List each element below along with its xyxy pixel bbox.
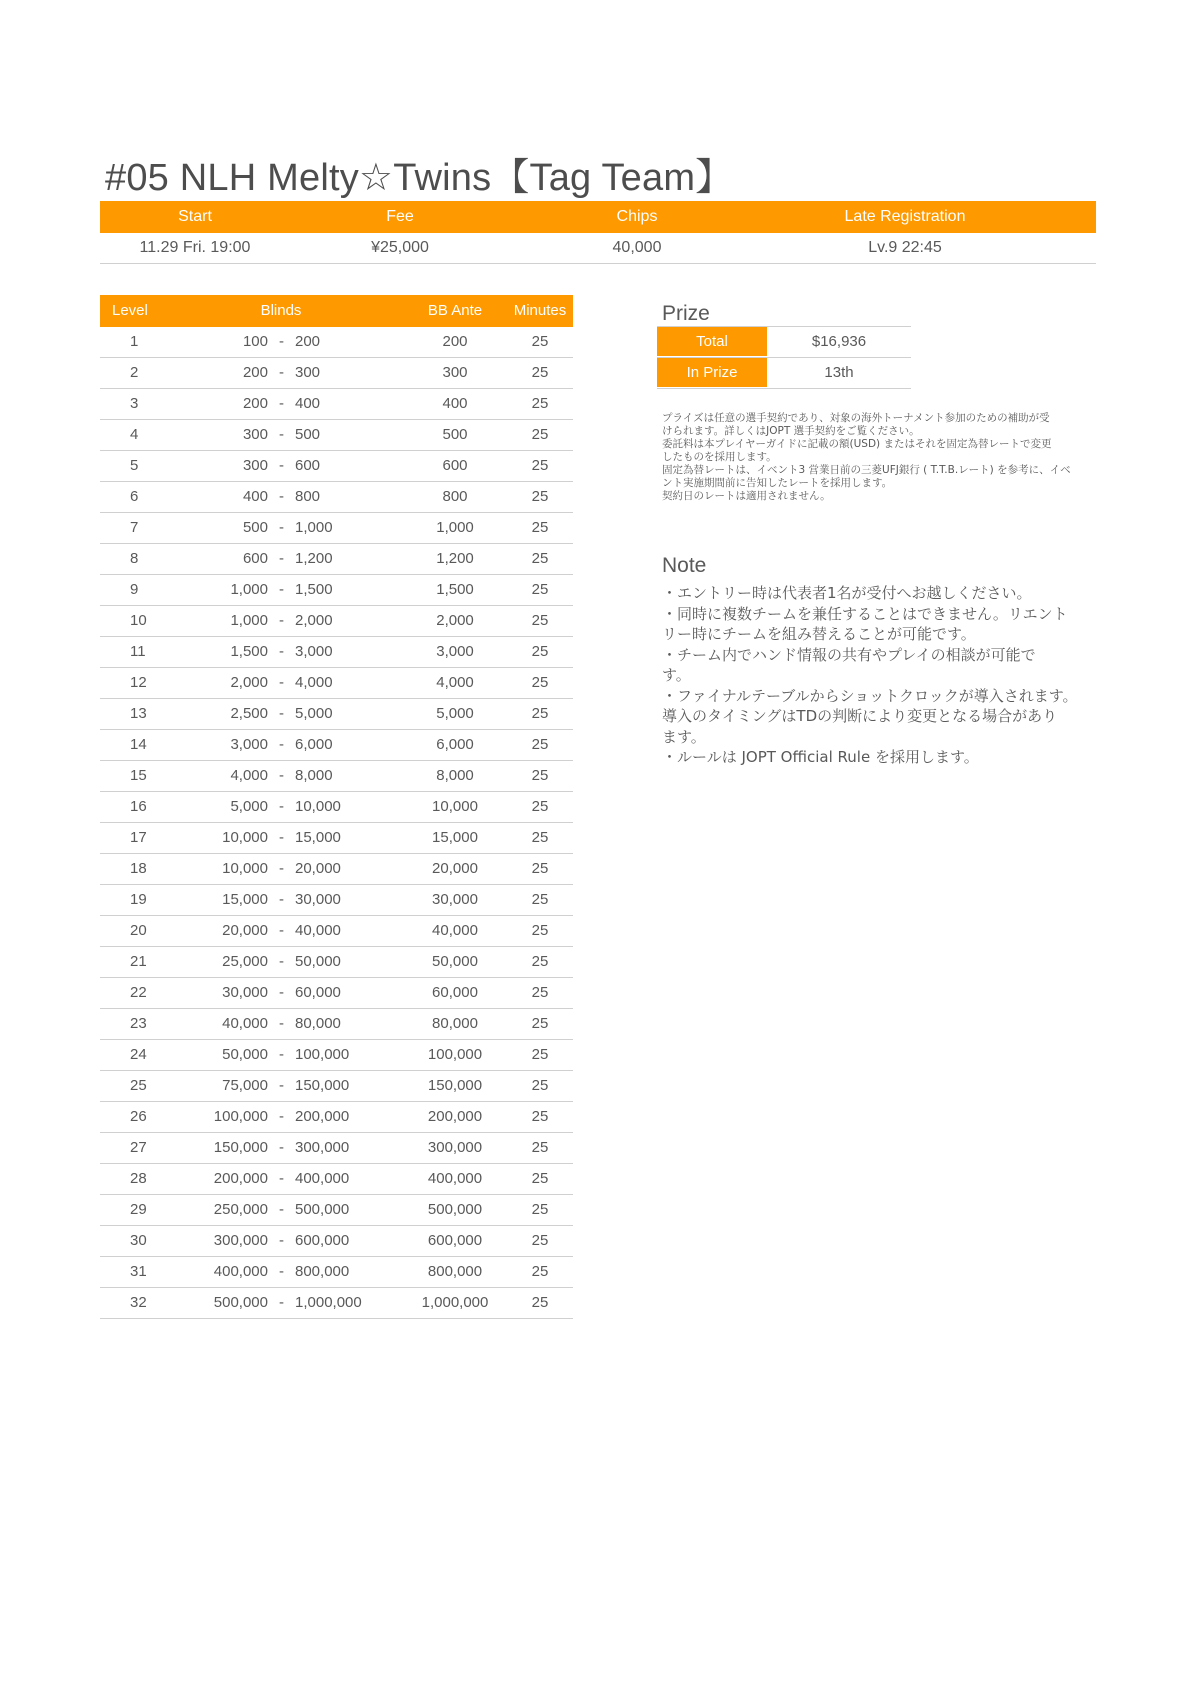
minutes-cell: 25 [531, 612, 549, 629]
header-level: Level [112, 302, 148, 319]
small-blind-cell: 20,000 [222, 922, 268, 939]
minutes-cell: 25 [531, 395, 549, 412]
prize-value-total: $16,936 [811, 333, 867, 350]
big-blind-cell: 60,000 [295, 984, 341, 1001]
big-blind-cell: 4,000 [295, 674, 333, 691]
blind-separator: - [279, 1108, 284, 1125]
table-row: 5 300 - 600 600 25 [100, 451, 573, 482]
blind-separator: - [279, 581, 284, 598]
blind-separator: - [279, 798, 284, 815]
table-row: 29 250,000 - 500,000 500,000 25 [100, 1195, 573, 1226]
blind-separator: - [279, 1139, 284, 1156]
small-blind-cell: 200 [242, 364, 268, 381]
table-row: 10 1,000 - 2,000 2,000 25 [100, 606, 573, 637]
table-row: 12 2,000 - 4,000 4,000 25 [100, 668, 573, 699]
prize-row-total [657, 327, 911, 358]
bb-ante-cell: 400 [442, 395, 468, 412]
note-body [662, 583, 1092, 768]
small-blind-cell: 400 [242, 488, 268, 505]
minutes-cell: 25 [531, 829, 549, 846]
big-blind-cell: 300 [295, 364, 321, 381]
note-line: ・エントリー時は代表者1名が受付へお越しください。 [662, 584, 1032, 602]
minutes-cell: 25 [531, 1170, 549, 1187]
prize-note-line: 契約日のレートは適用されません。 [662, 490, 831, 502]
minutes-cell: 25 [531, 1046, 549, 1063]
value-start: 11.29 Fri. 19:00 [139, 239, 251, 256]
minutes-cell: 25 [531, 736, 549, 753]
minutes-cell: 25 [531, 1263, 549, 1280]
bb-ante-cell: 10,000 [432, 798, 478, 815]
big-blind-cell: 6,000 [295, 736, 333, 753]
big-blind-cell: 500,000 [295, 1201, 350, 1218]
minutes-cell: 25 [531, 1077, 549, 1094]
minutes-cell: 25 [531, 674, 549, 691]
blind-separator: - [279, 736, 284, 753]
bb-ante-cell: 1,200 [436, 550, 474, 567]
minutes-cell: 25 [531, 333, 549, 350]
table-row: 2 200 - 300 300 25 [100, 358, 573, 389]
header-blinds: Blinds [260, 302, 302, 319]
small-blind-cell: 600 [242, 550, 268, 567]
bb-ante-cell: 100,000 [427, 1046, 483, 1063]
big-blind-cell: 800 [295, 488, 321, 505]
prize-label-total: Total [657, 327, 767, 357]
small-blind-cell: 4,000 [230, 767, 268, 784]
minutes-cell: 25 [531, 705, 549, 722]
bb-ante-cell: 500,000 [427, 1201, 483, 1218]
table-row: 20 20,000 - 40,000 40,000 25 [100, 916, 573, 947]
minutes-cell: 25 [531, 519, 549, 536]
big-blind-cell: 1,000 [295, 519, 333, 536]
minutes-cell: 25 [531, 984, 549, 1001]
bb-ante-cell: 800,000 [427, 1263, 483, 1280]
table-row: 25 75,000 - 150,000 150,000 25 [100, 1071, 573, 1102]
big-blind-cell: 50,000 [295, 953, 341, 970]
blind-separator: - [279, 426, 284, 443]
blind-separator: - [279, 1232, 284, 1249]
blind-separator: - [279, 984, 284, 1001]
big-blind-cell: 800,000 [295, 1263, 350, 1280]
minutes-cell: 25 [531, 488, 549, 505]
page-title: #05 NLH Melty☆Twins【Tag Team】 [105, 157, 734, 199]
bb-ante-cell: 5,000 [436, 705, 474, 722]
bb-ante-cell: 200 [442, 333, 468, 350]
minutes-cell: 25 [531, 953, 549, 970]
minutes-cell: 25 [531, 891, 549, 908]
table-row: 11 1,500 - 3,000 3,000 25 [100, 637, 573, 668]
big-blind-cell: 200 [295, 333, 321, 350]
blind-separator: - [279, 705, 284, 722]
big-blind-cell: 600 [295, 457, 321, 474]
big-blind-cell: 400,000 [295, 1170, 350, 1187]
minutes-cell: 25 [531, 1015, 549, 1032]
blind-separator: - [279, 364, 284, 381]
table-row: 7 500 - 1,000 1,000 25 [100, 513, 573, 544]
minutes-cell: 25 [531, 922, 549, 939]
bb-ante-cell: 80,000 [432, 1015, 478, 1032]
table-row: 8 600 - 1,200 1,200 25 [100, 544, 573, 575]
header-late-registration: Late Registration [844, 208, 966, 225]
minutes-cell: 25 [531, 457, 549, 474]
table-row: 1 100 - 200 200 25 [100, 327, 573, 358]
table-row: 27 150,000 - 300,000 300,000 25 [100, 1133, 573, 1164]
big-blind-cell: 150,000 [295, 1077, 350, 1094]
bb-ante-cell: 200,000 [427, 1108, 483, 1125]
table-row: 15 4,000 - 8,000 8,000 25 [100, 761, 573, 792]
minutes-cell: 25 [531, 767, 549, 784]
small-blind-cell: 200 [242, 395, 268, 412]
bb-ante-cell: 600 [442, 457, 468, 474]
blind-separator: - [279, 1015, 284, 1032]
small-blind-cell: 75,000 [222, 1077, 268, 1094]
bb-ante-cell: 15,000 [432, 829, 478, 846]
note-line: ・チーム内でハンド情報の共有やプレイの相談が可能で [662, 645, 1036, 664]
table-row: 24 50,000 - 100,000 100,000 25 [100, 1040, 573, 1071]
small-blind-cell: 2,500 [230, 705, 268, 722]
bb-ante-cell: 3,000 [436, 643, 474, 660]
table-row: 28 200,000 - 400,000 400,000 25 [100, 1164, 573, 1195]
small-blind-cell: 1,000 [230, 581, 268, 598]
small-blind-cell: 25,000 [222, 953, 268, 970]
prize-table [657, 327, 911, 389]
bb-ante-cell: 40,000 [432, 922, 478, 939]
big-blind-cell: 2,000 [295, 612, 333, 629]
note-line: 導入のタイミングはTDの判断により変更となる場合があり [662, 707, 1058, 725]
table-row: 9 1,000 - 1,500 1,500 25 [100, 575, 573, 606]
bb-ante-cell: 8,000 [436, 767, 474, 784]
blind-separator: - [279, 891, 284, 908]
big-blind-cell: 100,000 [295, 1046, 350, 1063]
small-blind-cell: 100,000 [213, 1108, 268, 1125]
big-blind-cell: 400 [295, 395, 321, 412]
summary-value-row [100, 233, 1096, 264]
blind-separator: - [279, 829, 284, 846]
bb-ante-cell: 500 [442, 426, 468, 443]
blind-separator: - [279, 1170, 284, 1187]
big-blind-cell: 40,000 [295, 922, 341, 939]
table-row: 19 15,000 - 30,000 30,000 25 [100, 885, 573, 916]
small-blind-cell: 50,000 [222, 1046, 268, 1063]
blind-separator: - [279, 550, 284, 567]
blind-separator: - [279, 767, 284, 784]
minutes-cell: 25 [531, 860, 549, 877]
small-blind-cell: 200,000 [213, 1170, 268, 1187]
note-line: ます。 [662, 727, 706, 746]
big-blind-cell: 8,000 [295, 767, 333, 784]
prize-note-line: 固定為替レートは、イベント3 営業日前の三菱UFJ銀行 ( T.T.B.レート) を参考に、イベ [662, 464, 1071, 476]
minutes-cell: 25 [531, 643, 549, 660]
minutes-cell: 25 [531, 1232, 549, 1249]
big-blind-cell: 20,000 [295, 860, 341, 877]
blind-separator: - [279, 1263, 284, 1280]
blind-separator: - [279, 519, 284, 536]
bb-ante-cell: 1,500 [436, 581, 474, 598]
prize-note-line: ント実施期間前に告知したレートを採用します。 [662, 477, 893, 489]
small-blind-cell: 150,000 [213, 1139, 268, 1156]
big-blind-cell: 5,000 [295, 705, 333, 722]
blind-separator: - [279, 953, 284, 970]
bb-ante-cell: 60,000 [432, 984, 478, 1001]
big-blind-cell: 3,000 [295, 643, 333, 660]
small-blind-cell: 30,000 [222, 984, 268, 1001]
blind-separator: - [279, 1077, 284, 1094]
event-summary-table [100, 201, 1096, 264]
table-row: 17 10,000 - 15,000 15,000 25 [100, 823, 573, 854]
big-blind-cell: 1,200 [295, 550, 333, 567]
table-row: 4 300 - 500 500 25 [100, 420, 573, 451]
small-blind-cell: 400,000 [213, 1263, 268, 1280]
table-row: 30 300,000 - 600,000 600,000 25 [100, 1226, 573, 1257]
prize-title: Prize [662, 302, 710, 325]
minutes-cell: 25 [531, 364, 549, 381]
prize-note-line: したものを採用します。 [662, 451, 777, 463]
big-blind-cell: 500 [295, 426, 321, 443]
bb-ante-cell: 2,000 [436, 612, 474, 629]
small-blind-cell: 300,000 [213, 1232, 268, 1249]
note-line: リー時にチームを組み替えることが可能です。 [662, 625, 976, 643]
note-title: Note [662, 554, 707, 577]
value-chips: 40,000 [612, 239, 662, 256]
big-blind-cell: 10,000 [295, 798, 341, 815]
small-blind-cell: 500,000 [213, 1294, 268, 1311]
minutes-cell: 25 [531, 1201, 549, 1218]
header-start: Start [178, 208, 212, 225]
small-blind-cell: 5,000 [230, 798, 268, 815]
table-row: 16 5,000 - 10,000 10,000 25 [100, 792, 573, 823]
table-row: 18 10,000 - 20,000 20,000 25 [100, 854, 573, 885]
big-blind-cell: 15,000 [295, 829, 341, 846]
bb-ante-cell: 4,000 [436, 674, 474, 691]
minutes-cell: 25 [531, 581, 549, 598]
minutes-cell: 25 [531, 1108, 549, 1125]
table-row: 23 40,000 - 80,000 80,000 25 [100, 1009, 573, 1040]
header-chips: Chips [616, 208, 658, 225]
small-blind-cell: 15,000 [222, 891, 268, 908]
note-line: ・同時に複数チームを兼任することはできません。リエント [662, 604, 1068, 623]
small-blind-cell: 300 [242, 426, 268, 443]
table-row: 3 200 - 400 400 25 [100, 389, 573, 420]
blind-separator: - [279, 643, 284, 660]
small-blind-cell: 300 [242, 457, 268, 474]
blind-separator: - [279, 922, 284, 939]
blind-separator: - [279, 457, 284, 474]
blind-separator: - [279, 612, 284, 629]
table-row: 14 3,000 - 6,000 6,000 25 [100, 730, 573, 761]
prize-notes [662, 412, 1092, 503]
table-row: 31 400,000 - 800,000 800,000 25 [100, 1257, 573, 1288]
blind-separator: - [279, 1294, 284, 1311]
small-blind-cell: 3,000 [230, 736, 268, 753]
small-blind-cell: 10,000 [222, 860, 268, 877]
bb-ante-cell: 300 [442, 364, 468, 381]
big-blind-cell: 80,000 [295, 1015, 341, 1032]
note-line: ・ルールは JOPT Official Rule を採用します。 [662, 748, 979, 766]
bb-ante-cell: 1,000 [436, 519, 474, 536]
big-blind-cell: 300,000 [295, 1139, 350, 1156]
small-blind-cell: 10,000 [222, 829, 268, 846]
bb-ante-cell: 400,000 [427, 1170, 483, 1187]
blind-separator: - [279, 674, 284, 691]
small-blind-cell: 1,000 [230, 612, 268, 629]
minutes-cell: 25 [531, 550, 549, 567]
table-row: 13 2,500 - 5,000 5,000 25 [100, 699, 573, 730]
blind-structure-table [100, 295, 573, 1319]
small-blind-cell: 40,000 [222, 1015, 268, 1032]
value-late-registration: Lv.9 22:45 [868, 239, 942, 256]
note-line: す。 [662, 666, 691, 684]
table-row: 22 30,000 - 60,000 60,000 25 [100, 978, 573, 1009]
bb-ante-cell: 20,000 [432, 860, 478, 877]
bb-ante-cell: 600,000 [427, 1232, 483, 1249]
blind-separator: - [279, 860, 284, 877]
note-line: ・ファイナルテーブルからショットクロックが導入されます。 [662, 686, 1078, 705]
small-blind-cell: 500 [242, 519, 268, 536]
bb-ante-cell: 150,000 [427, 1077, 483, 1094]
blind-separator: - [279, 395, 284, 412]
bb-ante-cell: 50,000 [432, 953, 478, 970]
bb-ante-cell: 800 [442, 488, 468, 505]
prize-note-line: けられます。詳しくはJOPT 選手契約をご覧ください。 [662, 425, 920, 437]
small-blind-cell: 2,000 [230, 674, 268, 691]
prize-row-in-prize [657, 358, 911, 389]
bb-ante-cell: 300,000 [427, 1139, 483, 1156]
blinds-body [100, 327, 573, 1319]
table-row: 32 500,000 - 1,000,000 1,000,000 25 [100, 1288, 573, 1319]
prize-note-line: 委託料は本プレイヤーガイドに記載の額(USD) またはそれを固定為替レートで変更 [662, 438, 1052, 450]
bb-ante-cell: 30,000 [432, 891, 478, 908]
table-row: 26 100,000 - 200,000 200,000 25 [100, 1102, 573, 1133]
prize-value-in-prize: 13th [824, 364, 854, 381]
big-blind-cell: 1,500 [295, 581, 333, 598]
small-blind-cell: 100 [242, 333, 268, 350]
minutes-cell: 25 [531, 1139, 549, 1156]
minutes-cell: 25 [531, 1294, 549, 1311]
bb-ante-cell: 6,000 [436, 736, 474, 753]
blind-separator: - [279, 1046, 284, 1063]
big-blind-cell: 1,000,000 [295, 1294, 362, 1311]
summary-header-row [100, 201, 1096, 233]
value-fee: ¥25,000 [371, 239, 429, 256]
small-blind-cell: 250,000 [213, 1201, 268, 1218]
header-bb-ante: BB Ante [427, 302, 483, 319]
prize-label-in-prize: In Prize [657, 358, 767, 388]
big-blind-cell: 30,000 [295, 891, 341, 908]
header-fee: Fee [386, 208, 414, 225]
blind-separator: - [279, 1201, 284, 1218]
blind-separator: - [279, 488, 284, 505]
big-blind-cell: 200,000 [295, 1108, 350, 1125]
minutes-cell: 25 [531, 426, 549, 443]
table-row: 6 400 - 800 800 25 [100, 482, 573, 513]
minutes-cell: 25 [531, 798, 549, 815]
blinds-header-row [100, 295, 573, 327]
blind-separator: - [279, 333, 284, 350]
bb-ante-cell: 1,000,000 [421, 1294, 489, 1311]
prize-note-line: プライズは任意の選手契約であり、対象の海外トーナメント参加のための補助が受 [662, 412, 1050, 424]
small-blind-cell: 1,500 [230, 643, 268, 660]
big-blind-cell: 600,000 [295, 1232, 350, 1249]
header-minutes: Minutes [513, 302, 567, 319]
table-row: 21 25,000 - 50,000 50,000 25 [100, 947, 573, 978]
